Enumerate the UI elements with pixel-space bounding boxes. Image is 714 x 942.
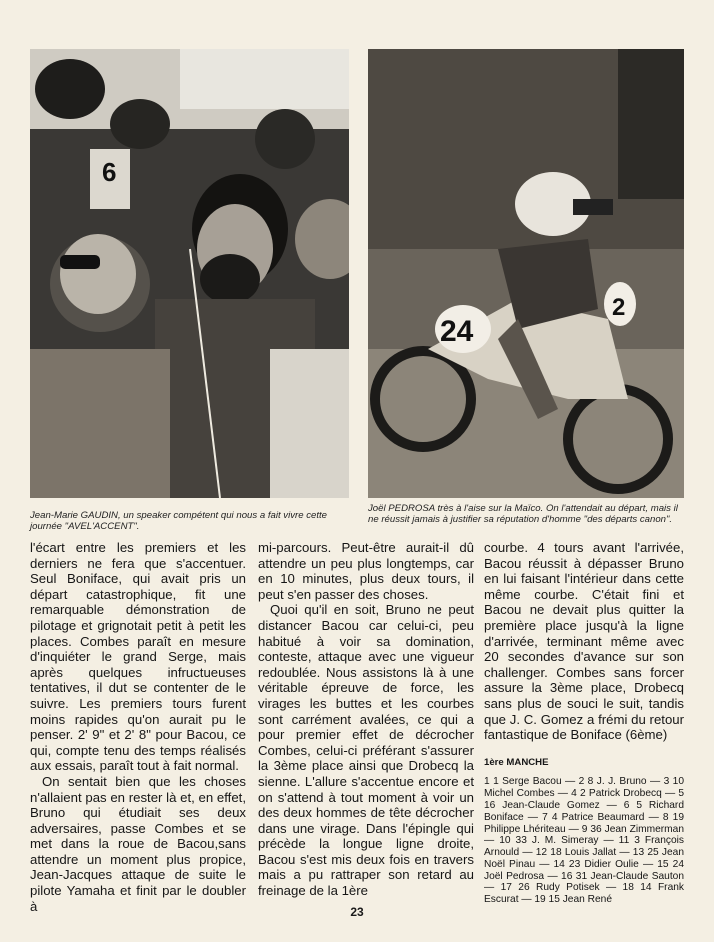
photo-speaker-image [30,49,349,498]
article-paragraph: courbe. 4 tours avant l'arrivée, Bacou réussit à dépasser Bruno en lui faisant l'intérieur dans cette même courbe. C'était fini et Bacou ne devait plus quitter la première place jusqu'à la ligne d'arrivée, terminant même avec 20 secondes d'avance sur son challenger. Combes sans forcer assure la 3ème place, Drobecq sans plus de souci le suit, tandis que J. C. Gomez a frémi du retour fantastique de Boniface (6ème) [484,540,684,743]
photo-speaker [30,49,349,498]
article-paragraph: mi-parcours. Peut-être aurait-il dû attendre un peu plus longtemps, car en 10 minutes, plus deux tours, il peut s'en passer des choses. [258,540,474,602]
photo-motocross-image [368,49,684,498]
rider-number-front-plate: 2 [612,294,626,321]
page-number: 23 [350,905,364,919]
caption-right: Joël PEDROSA très à l'aise sur la Maïco. On l'attendait au départ, mais il ne réussit jamais à justifier sa réputation d'homme "des départs canon". [368,503,678,525]
photo-motocross-rider [368,49,684,498]
article-column-1 [30,540,246,914]
results-list: 1 1 Serge Bacou — 2 8 J. J. Bruno — 3 10 Michel Combes — 4 2 Patrick Drobecq — 5 16 Jean-Claude Gomez — 6 5 Richard Boniface — 7 4 Patrice Beaumard — 8 19 Philippe Lhériteau — 9 36 Jean Zimmerman — 10 33 J. M. Simeray — 11 3 François Arnould — 12 18 Louis Jallat — 13 25 Jean Noël Pinau — 14 23 Didier Oulie — 15 24 Joël Pedrosa — 16 31 Jean-Claude Sauton — 17 26 Rudy Potisek — 18 14 Frank Escurat — 19 15 Jean René [484,776,684,906]
rider-number-left: 6 [102,157,117,187]
results-heading: 1ère MANCHE [484,756,549,768]
caption-left: Jean-Marie GAUDIN, un speaker compétent qui nous a fait vivre cette journée "AVEL'ACCENT". [30,510,328,532]
article-column-3 [484,540,684,906]
article-paragraph: On sentait bien que les choses n'allaient pas en rester là et, en effet, Bruno qui étudiait ses deux adversaires, passe Combes et se met dans la roue de Bacou,sans attendre un moment plus propice, Jean-Jacques attaque de suite le pilote Yamaha et finit par le doubler à [30,773,246,914]
article-paragraph: Quoi qu'il en soit, Bruno ne peut distancer Bacou car celui-ci, peu habitué à voir sa domination, conteste, attaque avec une vigueur redoublée. Nous assistons là à une véritable épreuve de force, les virages les buttes et les courbes sont carrément avalées, ce qui a pour premier effet de décrocher Combes, celui-ci préférant s'assurer la 3ème place ainsi que Drobecq la sienne. L'allure s'accentue encore et on s'attend à tout moment à voir un des deux hommes de tête décrocher dans une virage. Dans l'épingle qui précède la longue ligne droite, Bacou s'est mis deux fois en travers mais a pu rattraper son retard au freinage de la 1ère [258,602,474,899]
article-column-2 [258,540,474,899]
article-paragraph: l'écart entre les premiers et les derniers ne fera que s'accentuer. Seul Boniface, qui avait pris un départ catastrophique, fit une remarquable démonstration de pilotage et grignotait petit à petit les places. Combes paraît en mesure d'inquiéter le grand Serge, mais après quelques infructueuses tentatives, il dut se contenter de le suivre. Les premiers tours furent moins rapides qu'on aurait pu le penser. 2' 9" et 2' 8" pour Bacou, ce qui, compte tenu des temps réalisés aux essais, paraît tout à fait normal. [30,540,246,774]
rider-number-right: 24 [440,315,474,348]
